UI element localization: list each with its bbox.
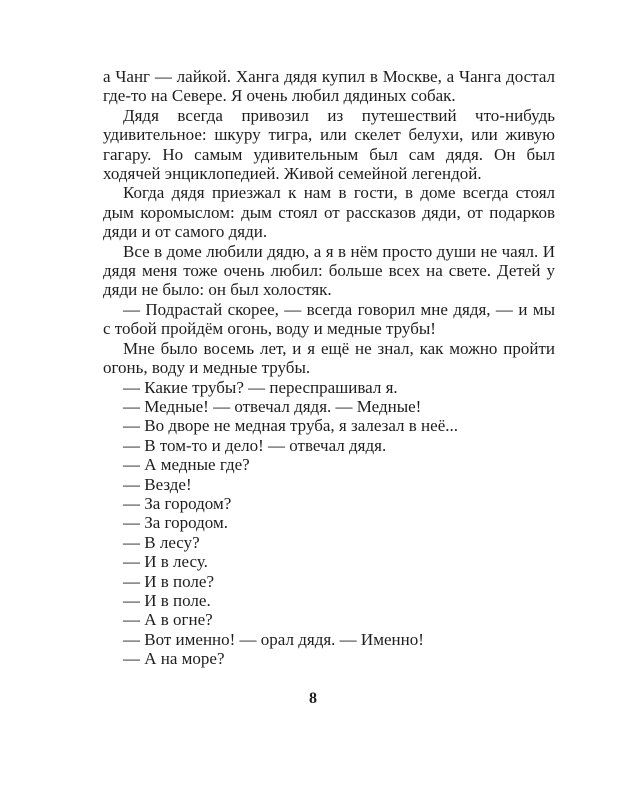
paragraph: Мне было восемь лет, и я ещё не знал, как можно пройти огонь, воду и медные трубы. bbox=[103, 338, 555, 378]
dialogue-line: — И в лесу. bbox=[123, 552, 208, 572]
paragraph: Дядя всегда привозил из путешествий что-нибудь удивительное: шкуру тигра, или скелет белухи, или живую гагару. Но самым удивительным был сам дядя. Он был ходячей энциклопедией. Живой семейной легендой. bbox=[103, 105, 555, 184]
page-number: 8 bbox=[309, 690, 317, 707]
dialogue-line: — Везде! bbox=[123, 474, 192, 494]
dialogue-line: — И в поле? bbox=[123, 571, 215, 591]
body-text bbox=[103, 67, 555, 669]
paragraph: Когда дядя приезжал к нам в гости, в доме всегда стоял дым коромыслом: дым стоял от рассказов дяди, от подарков дяди и от самого дяди. bbox=[103, 183, 555, 242]
dialogue-line: — В том-то и дело! — отвечал дядя. bbox=[123, 435, 387, 455]
paragraph: а Чанг — лайкой. Ханга дядя купил в Москве, а Чанга достал где-то на Севере. Я очень любил дядиных собак. bbox=[103, 67, 555, 106]
dialogue-line: — За городом? bbox=[123, 493, 232, 513]
dialogue-line: — Вот именно! — орал дядя. — Именно! bbox=[123, 629, 424, 649]
dialogue-line: — А медные где? bbox=[123, 455, 250, 475]
dialogue-line: — Какие трубы? — переспрашивал я. bbox=[123, 377, 398, 397]
dialogue-line: — В лесу? bbox=[123, 532, 200, 552]
dialogue-line: — А на море? bbox=[123, 649, 225, 669]
dialogue-line: — За городом. bbox=[123, 513, 228, 533]
dialogue-line: — Во дворе не медная труба, я залезал в неё... bbox=[123, 416, 458, 436]
paragraph: Все в доме любили дядю, а я в нём просто души не чаял. И дядя меня тоже очень любил: больше всех на свете. Детей у дяди не было: он был холостяк. bbox=[103, 241, 555, 300]
paragraph: — Подрастай скорее, — всегда говорил мне дядя, — и мы с тобой пройдём огонь, воду и медные трубы! bbox=[103, 299, 555, 339]
dialogue-line: — А в огне? bbox=[123, 610, 213, 630]
dialogue-line: — И в поле. bbox=[123, 590, 211, 610]
dialogue-line: — Медные! — отвечал дядя. — Медные! bbox=[123, 396, 422, 416]
